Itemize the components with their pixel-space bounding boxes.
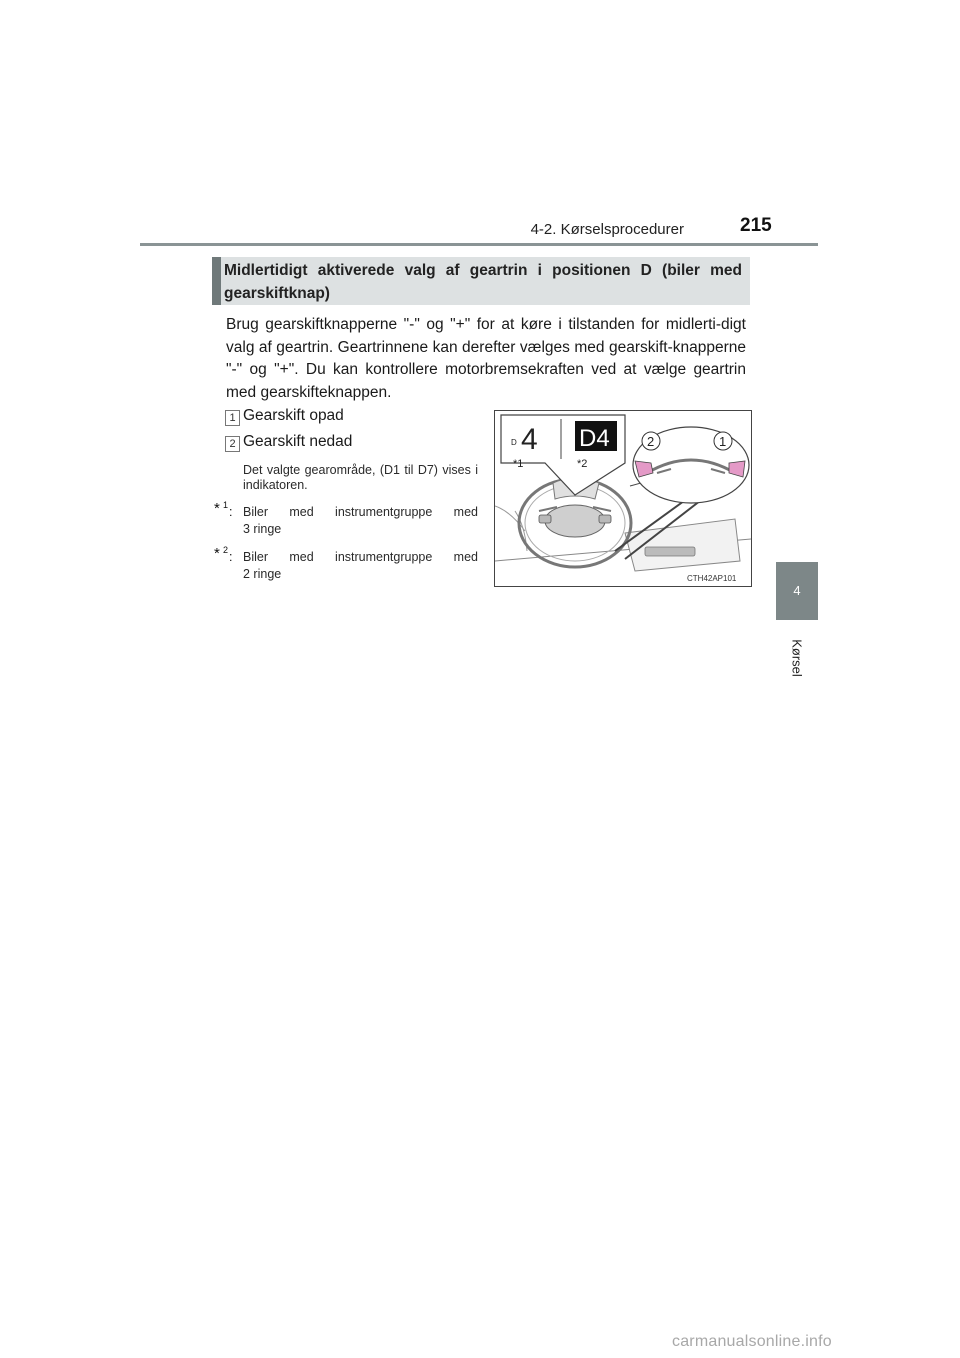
chapter-tab (776, 562, 818, 620)
gear-small-text: D (511, 438, 517, 447)
footnote-1-star: * (214, 500, 220, 517)
chapter-label-container (776, 628, 818, 688)
footnote-2-colon: : (229, 550, 233, 564)
section-heading: Midlertidigt aktiverede valg af geartrin i positionen D (biler med gearskiftknap) (224, 262, 742, 302)
footnote-1-line1: Biler med instrumentgruppe med (243, 505, 478, 519)
star1-label: *1 (513, 458, 524, 470)
console-slot (645, 547, 695, 556)
chapter-number: 4 (793, 583, 801, 598)
footnote-1-line2: 3 ringe (243, 522, 282, 536)
footnote-1-colon: : (229, 505, 233, 519)
illustration-code: CTH42AP101 (687, 574, 737, 583)
steering-hub (545, 505, 605, 537)
indicator-note: Det valgte gearområde, (D1 til D7) vises i indikatoren. (243, 463, 478, 492)
illustration-drawing (495, 411, 751, 586)
footnote-2-star: * (214, 545, 220, 562)
gear-large-text: 4 (521, 423, 538, 456)
section-heading-accent (212, 257, 221, 305)
star2-label: *2 (577, 458, 588, 470)
footnote-2-sup: 2 (223, 545, 229, 555)
footnote-2-line1: Biler med instrumentgruppe med (243, 550, 478, 564)
page-number: 215 (740, 215, 772, 236)
gear-display-text: D4 (579, 425, 610, 452)
callout-1-label: 1 (719, 434, 727, 449)
header-section-title: 4-2. Kørselsprocedurer (530, 221, 684, 238)
item-number-2: 2 (225, 436, 240, 452)
item-label-1: Gearskift opad (243, 407, 344, 424)
steering-wheel-illustration (494, 410, 752, 587)
right-paddle (599, 515, 611, 523)
header-divider (140, 243, 818, 246)
body-paragraph: Brug gearskiftknapperne "-" og "+" for at køre i tilstanden for midlerti-digt valg af geartrin. Geartrinnene kan derefter vælges med gearskift-knapperne "-" og "+". Du kan kontrollere motorbremsekraften ved at vælge geartrin med gearskifteknappen. (226, 316, 746, 401)
left-paddle (539, 515, 551, 523)
item-label-2: Gearskift nedad (243, 433, 353, 450)
watermark: carmanualsonline.info (672, 1333, 832, 1350)
chapter-label: Kørsel (789, 639, 805, 677)
callout-2-label: 2 (647, 434, 655, 449)
footnote-2-line2: 2 ringe (243, 567, 282, 581)
item-number-1: 1 (225, 410, 240, 426)
footnote-1-sup: 1 (223, 500, 229, 510)
